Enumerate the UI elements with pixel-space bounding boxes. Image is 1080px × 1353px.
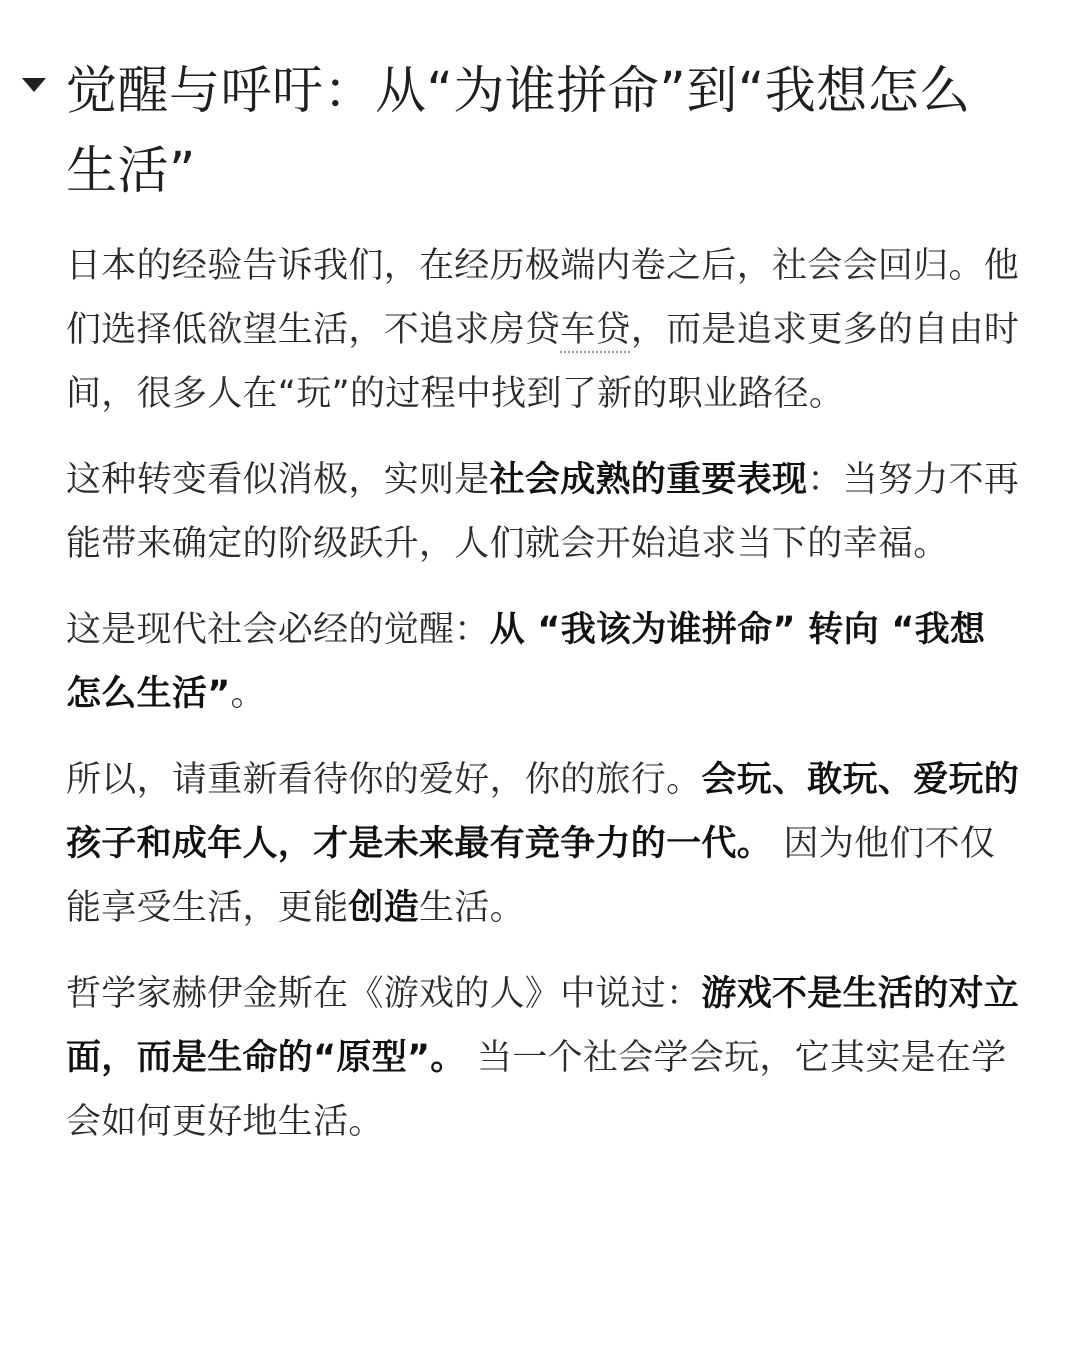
dotted-underline-text: 车贷: [560, 310, 631, 350]
text-segment: 日本的经验告诉我们，在经历极端内卷之后，社会会回归。他们选择低欲望生活，不追求房贷: [66, 246, 1020, 350]
bold-text: 游戏不是生活的对立面，而是生命的“原型”。: [66, 974, 1020, 1078]
bold-text: 会玩、敢玩、爱玩的孩子和成年人，才是未来最有竞争力的一代。: [66, 760, 1020, 864]
text-segment: 所以，请重新看待你的爱好，你的旅行。: [66, 760, 702, 800]
section-body: [66, 234, 1020, 1154]
section-title: 觉醒与呼吁：从“为谁拼命”到“我想怎么生活”: [66, 62, 971, 201]
text-segment: 哲学家赫伊金斯在《游戏的人》中说过：: [66, 974, 702, 1014]
text-segment: ，而是追求更多的自由时间，很多人在“玩”的过程中找到了新的职业路径。: [66, 310, 1020, 414]
paragraph: [66, 962, 1020, 1154]
section-header: [66, 52, 1020, 212]
paragraph: [66, 748, 1020, 940]
text-segment: 这是现代社会必经的觉醒：: [66, 610, 490, 650]
text-segment: 当一个社会学会玩，它其实是在学会如何更好地生活。: [66, 1038, 1007, 1142]
text-segment: 生活。: [419, 888, 525, 928]
collapse-triangle-icon[interactable]: [22, 78, 46, 92]
bold-text: 从 “我该为谁拼命” 转向 “我想怎么生活”: [66, 610, 986, 714]
paragraph: [66, 598, 1020, 726]
bold-text: 社会成熟的重要表现: [489, 460, 808, 500]
text-segment: ：当努力不再能带来确定的阶级跃升，人们就会开始追求当下的幸福。: [66, 460, 1020, 564]
text-segment: 这种转变看似消极，实则是: [66, 460, 490, 500]
paragraph: [66, 448, 1020, 576]
text-segment: 。: [230, 674, 266, 714]
bold-text: 创造: [348, 888, 420, 928]
text-segment: 因为他们不仅能享受生活，更能: [66, 824, 996, 928]
paragraph: [66, 234, 1020, 426]
